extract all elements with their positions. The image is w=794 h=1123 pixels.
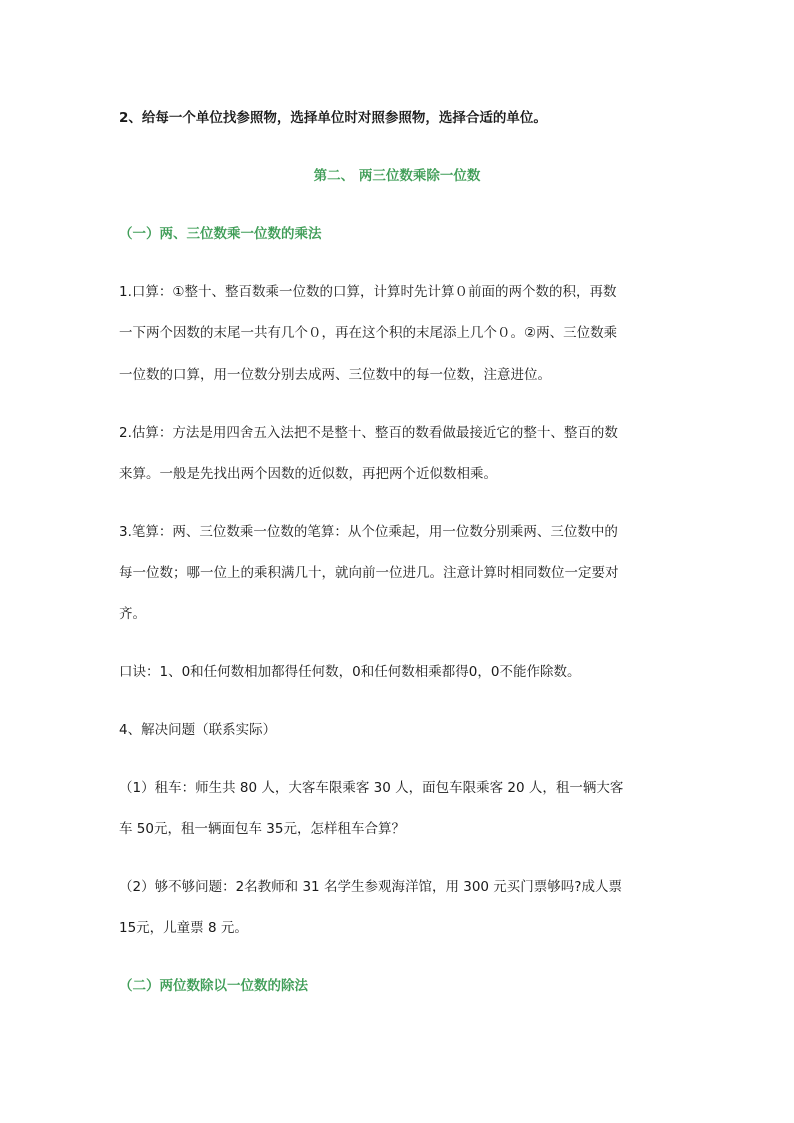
mental-math-line-1: 1.口算：①整十、整百数乘一位数的口算，计算时先计算０前面的两个数的积，再数 (119, 284, 617, 300)
problem-2-line-1: （2）够不够问题：2名教师和 31 名学生参观海洋馆，用 300 元买门票够吗?成人票 (119, 879, 622, 895)
rhyme-line: 口诀：1、0和任何数相加都得任何数，0和任何数相乘都得0，0不能作除数。 (119, 664, 581, 680)
written-calc-line-1: 3.笔算：两、三位数乘一位数的笔算：从个位乘起，用一位数分别乘两、三位数中的 (119, 524, 618, 540)
intro-point: 2、给每一个单位找参照物，选择单位时对照参照物，选择合适的单位。 (119, 110, 547, 126)
mental-math-line-2: 一下两个因数的末尾一共有几个０，再在这个积的末尾添上几个０。②两、三位数乘 (119, 325, 618, 341)
chapter-title: 第二、 两三位数乘除一位数 (313, 168, 481, 184)
written-calc-line-3: 齐。 (119, 606, 146, 622)
written-calc-line-2: 每一位数；哪一位上的乘积满几十，就向前一位进几。注意计算时相同数位一定要对 (119, 565, 619, 581)
problem-2-line-2: 15元，儿童票 8 元。 (119, 920, 248, 936)
estimation-line-1: 2.估算：方法是用四舍五入法把不是整十、整百的数看做最接近它的整十、整百的数 (119, 425, 618, 441)
problem-1-line-1: （1）租车：师生共 80 人，大客车限乘客 30 人，面包车限乘客 20 人，租一辆大客 (119, 780, 624, 796)
problem-solving-title: 4、解决问题（联系实际） (119, 722, 277, 738)
section-heading-division: （二）两位数除以一位数的除法 (119, 978, 308, 994)
problem-1-line-2: 车 50元，租一辆面包车 35元，怎样租车合算？ (119, 821, 405, 837)
mental-math-line-3: 一位数的口算，用一位数分别去成两、三位数中的每一位数，注意进位。 (119, 367, 551, 383)
section-heading-multiplication: （一）两、三位数乘一位数的乘法 (119, 226, 322, 242)
estimation-line-2: 来算。一般是先找出两个因数的近似数，再把两个近似数相乘。 (119, 466, 497, 482)
